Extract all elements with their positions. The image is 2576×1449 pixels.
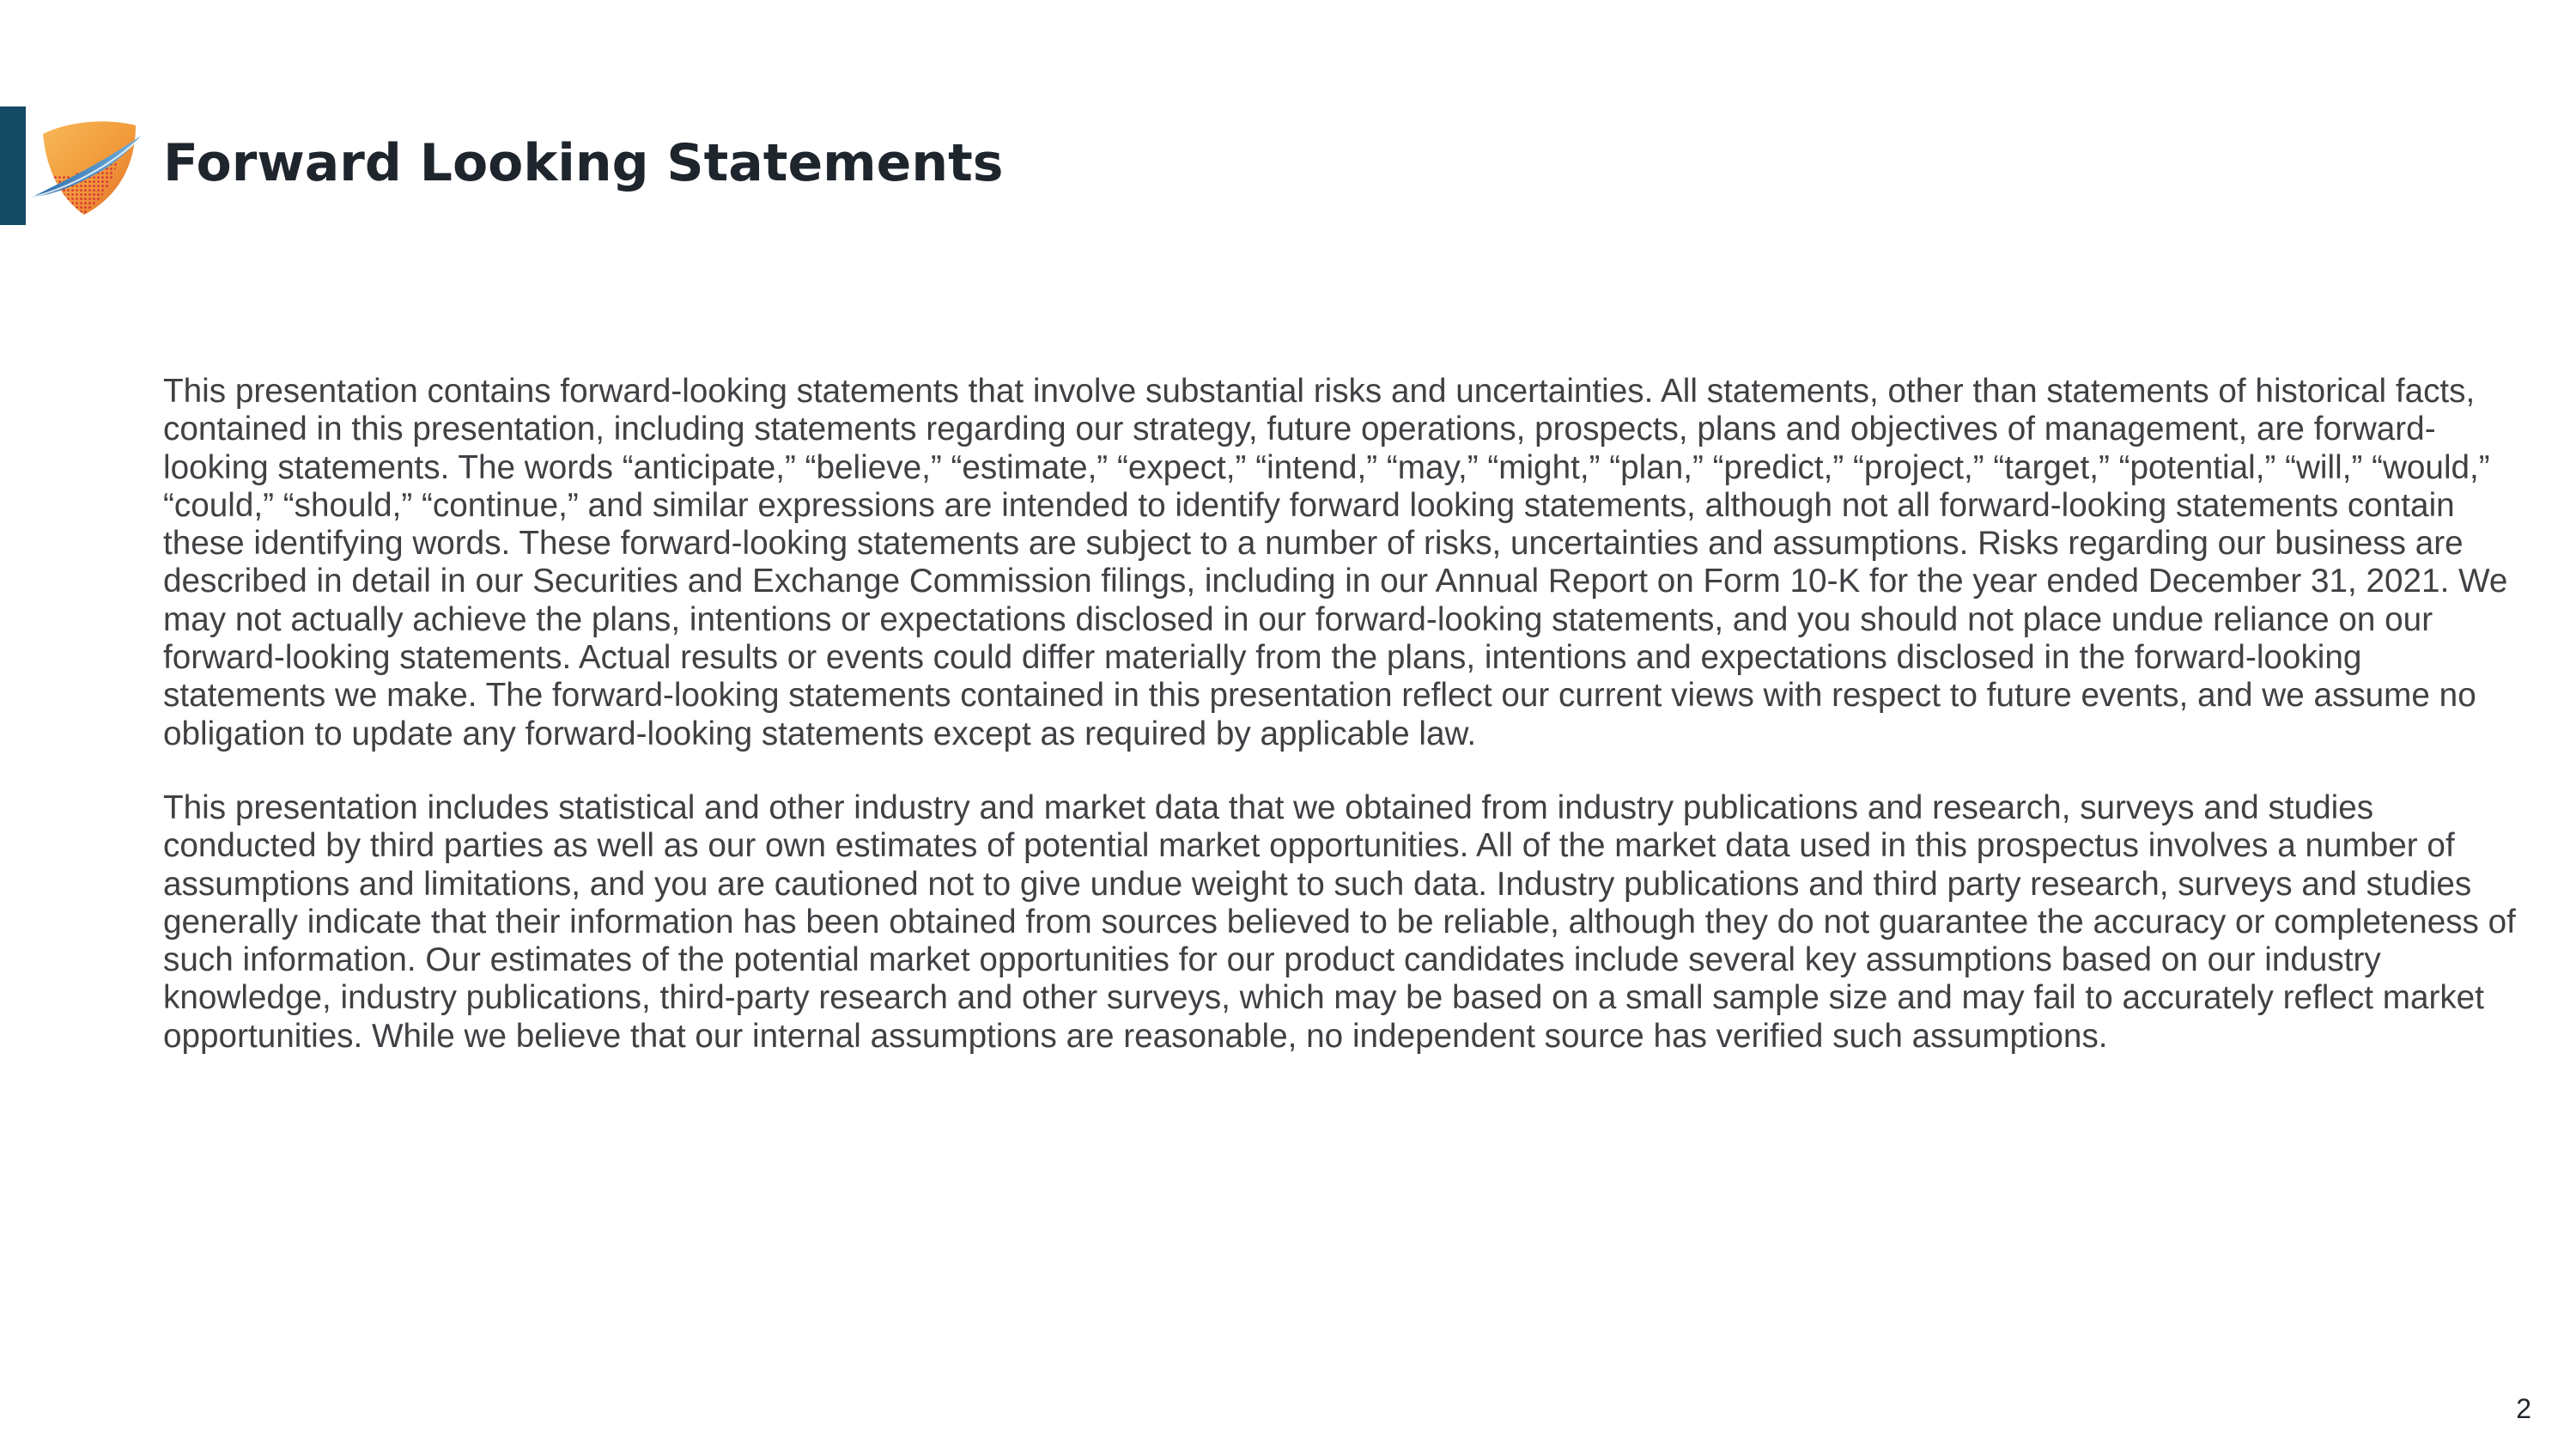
shield-logo-icon bbox=[27, 115, 143, 216]
slide-title: Forward Looking Statements bbox=[163, 133, 1004, 193]
market-data-paragraph: This presentation includes statistical and other industry and market data that we obtained from industry publications and research, surveys and studies conducted by third parties as well as our own estimates of potential market opportunities. All of the market data used in this prospectus involves a number of assumptions and limitations, and you are cautioned not to give undue weight to such data. Industry publications and third party research, surveys and studies generally indicate that their information has been obtained from sources believed to be reliable, although they do not guarantee the accuracy or completeness of such information. Our estimates of the potential market opportunities for our product candidates include several key assumptions based on our industry knowledge, industry publications, third-party research and other surveys, which may be based on a small sample size and may fail to accurately reflect market opportunities. While we believe that our internal assumptions are reasonable, no independent source has verified such assumptions. bbox=[163, 788, 2516, 1055]
slide-body bbox=[163, 373, 2533, 1092]
page-number: 2 bbox=[2516, 1393, 2531, 1424]
accent-bar bbox=[0, 107, 26, 225]
forward-looking-paragraph: This presentation contains forward-looking statements that involve substantial risks and uncertainties. All statements, other than statements of historical facts, contained in this presentation, including statements regarding our strategy, future operations, prospects, plans and objectives of management, are forward-looking statements. The words “anticipate,” “believe,” “estimate,” “expect,” “intend,” “may,” “might,” “plan,” “predict,” “project,” “target,” “potential,” “will,” “would,” “could,” “should,” “continue,” and similar expressions are intended to identify forward looking statements, although not all forward-looking statements contain these identifying words. These forward-looking statements are subject to a number of risks, uncertainties and assumptions. Risks regarding our business are described in detail in our Securities and Exchange Commission filings, including in our Annual Report on Form 10-K for the year ended December 31, 2021. We may not actually achieve the plans, intentions or expectations disclosed in our forward-looking statements, and you should not place undue reliance on our forward-looking statements. Actual results or events could differ materially from the plans, intentions and expectations disclosed in the forward-looking statements we make. The forward-looking statements contained in this presentation reflect our current views with respect to future events, and we assume no obligation to update any forward-looking statements except as required by applicable law. bbox=[163, 373, 2508, 752]
